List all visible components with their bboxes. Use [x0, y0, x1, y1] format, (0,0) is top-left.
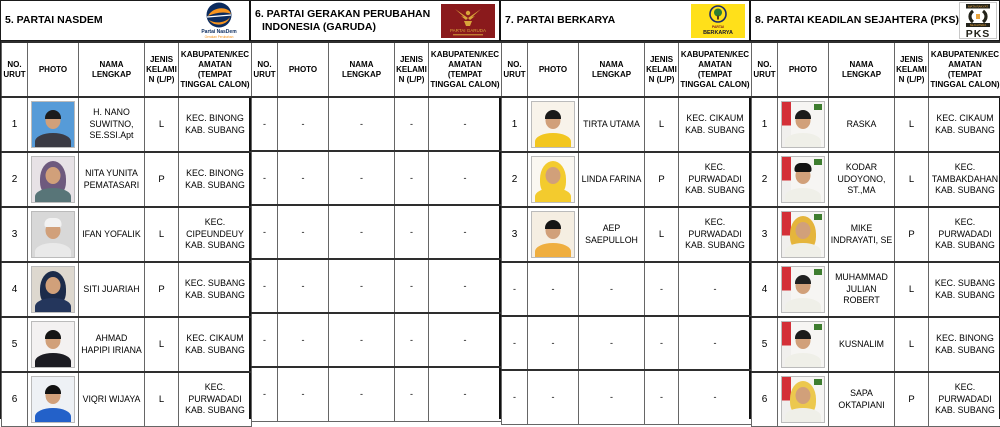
location-kecamatan: -	[430, 172, 500, 184]
candidate-row	[502, 370, 752, 424]
candidate-gender: P	[145, 152, 179, 207]
candidate-gender: L	[895, 262, 929, 317]
candidate-photo	[531, 156, 575, 203]
party-badge-icon	[814, 214, 822, 220]
candidate-gender: -	[395, 367, 429, 421]
location-kecamatan: KEC. CIPEUNDEUY	[180, 217, 250, 241]
candidate-location	[679, 97, 752, 152]
shoulders-shape	[785, 353, 821, 368]
shoulders-shape	[785, 188, 821, 203]
hair-shape	[45, 110, 61, 119]
party-badge-icon	[814, 104, 822, 110]
candidate-location	[179, 207, 252, 262]
party-title	[501, 1, 687, 40]
partai-berkarya-logo	[691, 4, 745, 38]
candidate-gender: -	[395, 151, 429, 205]
party-badge-icon	[814, 159, 822, 165]
candidate-location	[429, 259, 502, 313]
candidate-row	[752, 152, 1000, 207]
candidate-location	[429, 367, 502, 421]
location-kecamatan: -	[430, 118, 500, 130]
candidate-photo-cell	[778, 317, 829, 372]
column-header: NO. URUT	[752, 42, 778, 97]
face-shape	[46, 167, 61, 184]
candidate-row	[252, 97, 502, 151]
candidate-row	[252, 367, 502, 421]
candidate-number: 2	[2, 152, 28, 207]
location-kabupaten: KAB. SUBANG	[680, 125, 750, 137]
candidate-gender: P	[145, 262, 179, 317]
candidate-number: 5	[752, 317, 778, 372]
candidate-row	[252, 151, 502, 205]
party-badge-icon	[814, 269, 822, 275]
candidate-number: -	[502, 262, 528, 316]
candidate-location	[929, 152, 1000, 207]
candidate-photo	[781, 101, 825, 148]
candidate-row	[502, 97, 752, 152]
candidate-gender: -	[395, 259, 429, 313]
candidate-location	[179, 262, 252, 317]
candidate-name: MUHAMMAD JULIAN ROBERT	[829, 262, 895, 317]
candidate-row	[252, 205, 502, 259]
shoulders-shape	[35, 133, 71, 148]
hair-shape	[795, 275, 811, 284]
party-title	[751, 1, 959, 40]
party-badge-icon	[814, 324, 822, 330]
hair-shape	[545, 110, 561, 119]
party-logo-cell	[959, 1, 1000, 40]
candidate-gender: L	[645, 207, 679, 262]
candidate-gender: L	[895, 317, 929, 372]
candidate-number: 4	[2, 262, 28, 317]
candidate-name: LINDA FARINA	[579, 152, 645, 207]
face-shape	[46, 277, 61, 294]
party-section-garuda	[251, 1, 501, 419]
candidate-photo-cell	[28, 317, 79, 372]
svg-text:PKS: PKS	[966, 28, 991, 39]
location-kecamatan: KEC. SUBANG	[180, 278, 250, 290]
column-header: JENIS KELAMIN (L/P)	[645, 42, 679, 97]
candidate-photo-cell	[778, 97, 829, 152]
candidate-photo	[31, 211, 75, 258]
location-kabupaten: KAB. SUBANG	[930, 125, 1000, 137]
shoulders-shape	[35, 188, 71, 203]
partai-nasdem-logo	[193, 2, 245, 39]
candidate-number: 1	[502, 97, 528, 152]
face-shape	[546, 167, 561, 184]
location-kabupaten: KAB. SUBANG	[180, 180, 250, 192]
hair-shape	[795, 110, 811, 119]
candidate-row	[252, 259, 502, 313]
candidate-gender: -	[645, 370, 679, 424]
candidate-photo	[31, 266, 75, 313]
candidate-location	[179, 317, 252, 372]
column-header: NAMA LENGKAP	[79, 42, 145, 97]
shoulders-shape	[785, 243, 821, 258]
location-kecamatan: KEC. CIKAUM	[180, 333, 250, 345]
shoulders-shape	[35, 353, 71, 368]
location-kecamatan: -	[680, 283, 750, 295]
candidate-number: -	[252, 151, 278, 205]
candidate-number: 6	[2, 372, 28, 427]
column-header: KABUPATEN/KECAMATAN (TEMPAT TINGGAL CALON)	[429, 42, 502, 97]
candidate-name: MIKE INDRAYATI, SE	[829, 207, 895, 262]
svg-text:SEJAHTERA: SEJAHTERA	[970, 23, 987, 27]
candidate-gender: L	[645, 97, 679, 152]
column-header: PHOTO	[528, 42, 579, 97]
candidate-photo-cell: -	[278, 205, 329, 259]
candidate-gender: L	[145, 317, 179, 372]
party-title-line: 8. PARTAI KEADILAN SEJAHTERA (PKS)	[755, 14, 959, 27]
candidate-photo-cell	[778, 262, 829, 317]
candidate-name: -	[329, 259, 395, 313]
column-header: JENIS KELAMIN (L/P)	[895, 42, 929, 97]
location-kabupaten: KAB. SUBANG	[930, 185, 1000, 197]
candidate-name: -	[579, 262, 645, 316]
candidate-location	[929, 372, 1000, 427]
candidate-table	[751, 41, 1000, 427]
candidate-photo-cell: -	[528, 262, 579, 316]
candidate-photo	[781, 211, 825, 258]
location-kecamatan: -	[680, 337, 750, 349]
candidate-number: -	[252, 97, 278, 151]
location-kabupaten: KAB. SUBANG	[680, 240, 750, 252]
party-logo-cell	[687, 1, 749, 40]
candidate-photo-cell	[778, 372, 829, 427]
candidate-location	[929, 262, 1000, 317]
candidate-name: IFAN YOFALIK	[79, 207, 145, 262]
candidate-row	[2, 317, 252, 372]
location-kecamatan: -	[430, 388, 500, 400]
candidate-location	[679, 316, 752, 370]
candidate-number: 1	[752, 97, 778, 152]
candidate-location	[179, 372, 252, 427]
party-section-berkarya	[501, 1, 751, 419]
party-title-row	[751, 1, 999, 41]
column-header: NAMA LENGKAP	[329, 42, 395, 97]
candidate-photo-cell	[28, 152, 79, 207]
candidate-photo-cell: -	[278, 367, 329, 421]
candidate-name: AEP SAEPULLOH	[579, 207, 645, 262]
location-kecamatan: -	[680, 391, 750, 403]
candidate-gender: P	[645, 152, 679, 207]
svg-text:PARTAI: PARTAI	[712, 25, 724, 29]
column-header: KABUPATEN/KECAMATAN (TEMPAT TINGGAL CALON)	[679, 42, 752, 97]
candidate-row	[252, 313, 502, 367]
shoulders-shape	[35, 408, 71, 423]
party-title-line: 7. PARTAI BERKARYA	[505, 14, 687, 27]
location-kabupaten: KAB. SUBANG	[680, 185, 750, 197]
candidate-location	[679, 262, 752, 316]
shoulders-shape	[535, 188, 571, 203]
candidate-name: NITA YUNITA PEMATASARI	[79, 152, 145, 207]
candidate-location	[429, 205, 502, 259]
hair-shape	[45, 385, 61, 394]
location-kecamatan: KEC. BINONG	[930, 333, 1000, 345]
candidate-row	[752, 317, 1000, 372]
candidate-table	[501, 41, 752, 425]
candidate-location	[929, 207, 1000, 262]
candidate-photo-cell	[778, 152, 829, 207]
candidate-number: -	[252, 259, 278, 313]
column-header: KABUPATEN/KECAMATAN (TEMPAT TINGGAL CALON)	[179, 42, 252, 97]
candidate-photo-cell: -	[528, 316, 579, 370]
location-kecamatan: KEC. CIKAUM	[680, 113, 750, 125]
pks-logo	[959, 2, 997, 39]
candidate-row	[2, 207, 252, 262]
candidate-location	[179, 152, 252, 207]
column-header: NO. URUT	[502, 42, 528, 97]
shoulders-shape	[785, 298, 821, 313]
hair-shape	[795, 330, 811, 339]
candidate-photo-cell: -	[278, 151, 329, 205]
party-title-row	[251, 1, 499, 41]
location-kecamatan: KEC. TAMBAKDAHAN	[930, 162, 1000, 186]
candidate-gender: -	[645, 316, 679, 370]
candidate-row	[752, 97, 1000, 152]
candidate-photo-cell: -	[528, 370, 579, 424]
candidate-table	[1, 41, 252, 427]
column-header: JENIS KELAMIN (L/P)	[395, 42, 429, 97]
candidate-number: 3	[752, 207, 778, 262]
svg-text:Gerakan Perubahan: Gerakan Perubahan	[205, 35, 234, 39]
shoulders-shape	[35, 298, 71, 313]
location-kecamatan: KEC. PURWADADI	[930, 217, 1000, 241]
candidate-location	[929, 317, 1000, 372]
column-header-row	[252, 42, 502, 97]
location-kabupaten: KAB. SUBANG	[930, 290, 1000, 302]
column-header: KABUPATEN/KECAMATAN (TEMPAT TINGGAL CALON)	[929, 42, 1000, 97]
cap-shape	[45, 218, 62, 227]
hair-shape	[45, 330, 61, 339]
party-title-row	[501, 1, 749, 41]
location-kecamatan: KEC. PURWADADI	[680, 217, 750, 241]
candidate-number: 3	[2, 207, 28, 262]
face-shape	[796, 387, 811, 404]
shoulders-shape	[785, 408, 821, 423]
candidate-number: 4	[752, 262, 778, 317]
candidate-number: 6	[752, 372, 778, 427]
candidate-location	[429, 313, 502, 367]
location-kecamatan: KEC. PURWADADI	[180, 382, 250, 406]
candidate-photo	[31, 156, 75, 203]
face-shape	[796, 222, 811, 239]
candidate-gender: P	[895, 372, 929, 427]
location-kecamatan: KEC. SUBANG	[930, 278, 1000, 290]
location-kecamatan: -	[430, 226, 500, 238]
candidate-name: -	[579, 370, 645, 424]
candidate-row	[752, 372, 1000, 427]
candidate-location	[679, 152, 752, 207]
candidate-row	[752, 262, 1000, 317]
candidate-photo	[531, 211, 575, 258]
candidate-number: -	[502, 316, 528, 370]
svg-text:BERKARYA: BERKARYA	[703, 30, 733, 36]
candidate-photo-cell	[528, 152, 579, 207]
column-header: JENIS KELAMIN (L/P)	[145, 42, 179, 97]
party-title-row	[1, 1, 249, 41]
location-kabupaten: KAB. SUBANG	[930, 405, 1000, 417]
candidate-name: RASKA	[829, 97, 895, 152]
candidate-number: 3	[502, 207, 528, 262]
candidate-name: -	[329, 313, 395, 367]
candidate-row	[2, 372, 252, 427]
candidate-gender: L	[895, 152, 929, 207]
candidate-name: -	[579, 316, 645, 370]
location-kabupaten: KAB. SUBANG	[180, 290, 250, 302]
party-section-nasdem	[1, 1, 251, 419]
party-title	[251, 1, 437, 40]
candidate-location	[929, 97, 1000, 152]
candidate-name: AHMAD HAPIPI IRIANA	[79, 317, 145, 372]
location-kecamatan: KEC. PURWADADI	[930, 382, 1000, 406]
candidate-gender: -	[395, 97, 429, 151]
candidate-name: TIRTA UTAMA	[579, 97, 645, 152]
candidate-location	[179, 97, 252, 152]
party-section-pks	[751, 1, 1000, 419]
svg-text:Partai NasDem: Partai NasDem	[201, 29, 237, 35]
candidate-gender: L	[145, 97, 179, 152]
party-title-line: 5. PARTAI NASDEM	[5, 14, 187, 27]
candidate-name: -	[329, 367, 395, 421]
candidate-photo-cell: -	[278, 97, 329, 151]
candidate-number: 2	[502, 152, 528, 207]
candidate-name: VIQRI WIJAYA	[79, 372, 145, 427]
cap-shape	[795, 163, 812, 172]
candidate-photo	[781, 321, 825, 368]
candidate-location	[679, 207, 752, 262]
column-header: NO. URUT	[252, 42, 278, 97]
svg-text:MATA RAKYAT: MATA RAKYAT	[968, 5, 988, 9]
column-header: PHOTO	[778, 42, 829, 97]
candidate-name: KUSNALIM	[829, 317, 895, 372]
candidate-row	[2, 262, 252, 317]
column-header: NAMA LENGKAP	[829, 42, 895, 97]
candidate-number: 5	[2, 317, 28, 372]
candidate-location	[429, 97, 502, 151]
party-title-line: 6. PARTAI GERAKAN PERUBAHAN	[255, 8, 437, 21]
party-title	[1, 1, 187, 40]
hair-shape	[545, 220, 561, 229]
partai-garuda-logo	[441, 4, 495, 38]
candidate-name: SITI JUARIAH	[79, 262, 145, 317]
party-logo-cell	[437, 1, 499, 40]
candidate-row	[752, 207, 1000, 262]
location-kabupaten: KAB. SUBANG	[930, 240, 1000, 252]
party-logo-cell	[187, 1, 249, 40]
candidate-photo-cell	[778, 207, 829, 262]
column-header-row	[502, 42, 752, 97]
shoulders-shape	[785, 133, 821, 148]
candidate-gender: -	[645, 262, 679, 316]
candidate-photo	[781, 376, 825, 423]
candidate-number: -	[252, 367, 278, 421]
candidate-gender: L	[895, 97, 929, 152]
candidate-photo-cell	[28, 207, 79, 262]
candidate-row	[502, 152, 752, 207]
shoulders-shape	[535, 133, 571, 148]
candidate-photo	[31, 101, 75, 148]
candidate-photo-cell	[528, 207, 579, 262]
column-header: NO. URUT	[2, 42, 28, 97]
candidate-row	[502, 262, 752, 316]
location-kecamatan: KEC. BINONG	[180, 168, 250, 180]
location-kabupaten: KAB. SUBANG	[180, 405, 250, 417]
candidate-name: H. NANO SUWITNO, SE.SSI.Apt	[79, 97, 145, 152]
location-kabupaten: KAB. SUBANG	[930, 345, 1000, 357]
location-kabupaten: KAB. SUBANG	[180, 125, 250, 137]
candidate-gender: P	[895, 207, 929, 262]
location-kabupaten: KAB. SUBANG	[180, 240, 250, 252]
candidate-name: -	[329, 151, 395, 205]
candidate-name: -	[329, 97, 395, 151]
candidate-gender: L	[145, 207, 179, 262]
location-kecamatan: KEC. CIKAUM	[930, 113, 1000, 125]
candidate-location	[679, 370, 752, 424]
location-kecamatan: KEC. BINONG	[180, 113, 250, 125]
candidate-row	[502, 207, 752, 262]
shoulders-shape	[535, 243, 571, 258]
candidate-table	[251, 41, 502, 422]
candidate-gender: L	[145, 372, 179, 427]
candidate-photo	[781, 266, 825, 313]
location-kabupaten: KAB. SUBANG	[180, 345, 250, 357]
candidate-photo-cell: -	[278, 259, 329, 313]
candidate-number: 2	[752, 152, 778, 207]
candidate-photo	[531, 101, 575, 148]
column-header-row	[2, 42, 252, 97]
candidate-photo	[31, 376, 75, 423]
svg-text:PARTAI GARUDA: PARTAI GARUDA	[450, 28, 486, 33]
column-header: PHOTO	[278, 42, 329, 97]
candidate-number: -	[252, 313, 278, 367]
column-header-row	[752, 42, 1000, 97]
candidate-photo-cell	[528, 97, 579, 152]
location-kecamatan: KEC. PURWADADI	[680, 162, 750, 186]
candidate-photo-cell	[28, 372, 79, 427]
location-kecamatan: -	[430, 334, 500, 346]
candidate-number: 1	[2, 97, 28, 152]
party-badge-icon	[814, 379, 822, 385]
candidate-photo-cell: -	[278, 313, 329, 367]
shoulders-shape	[35, 243, 71, 258]
candidate-number: -	[252, 205, 278, 259]
candidate-number: -	[502, 370, 528, 424]
candidate-photo-cell	[28, 97, 79, 152]
candidate-gender: -	[395, 205, 429, 259]
column-header: PHOTO	[28, 42, 79, 97]
candidate-location	[429, 151, 502, 205]
column-header: NAMA LENGKAP	[579, 42, 645, 97]
candidate-row	[2, 152, 252, 207]
candidate-name: -	[329, 205, 395, 259]
candidate-photo	[31, 321, 75, 368]
party-title-line: INDONESIA (GARUDA)	[255, 21, 437, 34]
candidate-row	[502, 316, 752, 370]
candidate-photo-cell	[28, 262, 79, 317]
candidate-name: KODAR UDOYONO, ST.,MA	[829, 152, 895, 207]
candidate-name: SAPA OKTAPIANI	[829, 372, 895, 427]
candidate-row	[2, 97, 252, 152]
location-kecamatan: -	[430, 280, 500, 292]
candidate-photo	[781, 156, 825, 203]
candidate-gender: -	[395, 313, 429, 367]
